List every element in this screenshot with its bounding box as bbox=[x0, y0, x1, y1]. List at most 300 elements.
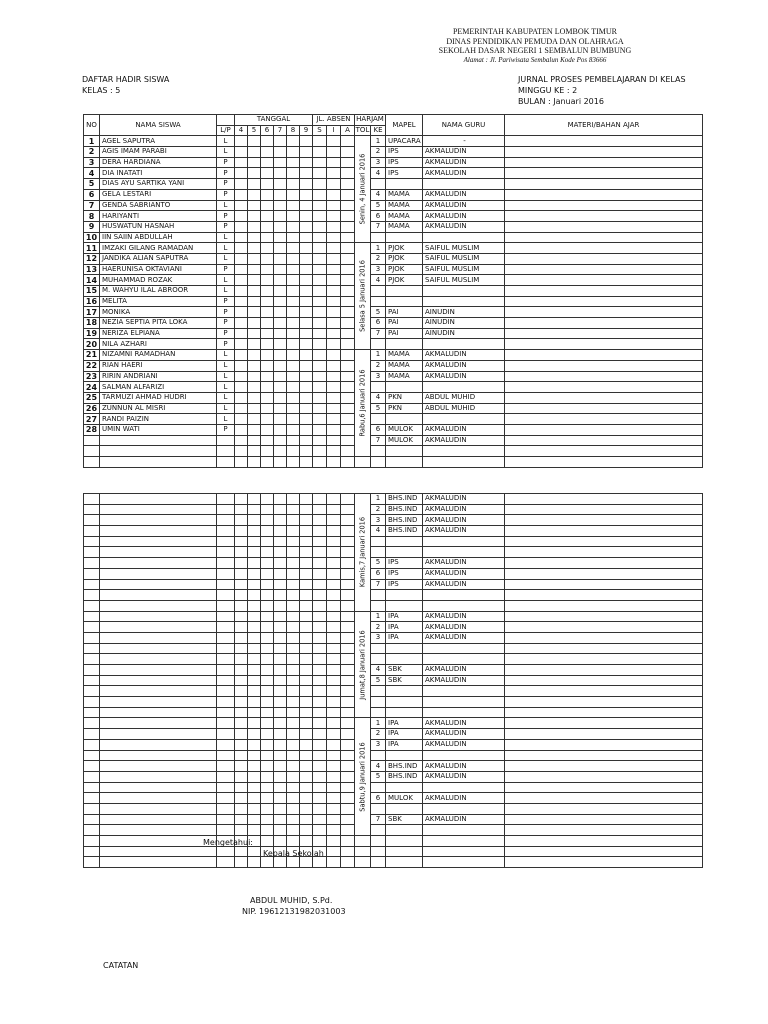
date-cell bbox=[274, 232, 287, 243]
date-cell bbox=[248, 825, 261, 836]
absence-cell bbox=[327, 414, 341, 425]
date-cell bbox=[274, 504, 287, 515]
subject bbox=[386, 232, 423, 243]
student-name bbox=[100, 793, 217, 804]
absence-cell bbox=[313, 686, 327, 697]
date-cell bbox=[261, 392, 274, 403]
date-cell bbox=[300, 611, 313, 622]
date-cell bbox=[248, 414, 261, 425]
subject bbox=[386, 590, 423, 601]
teacher: AKMALUDIN bbox=[423, 611, 505, 622]
date-cell bbox=[261, 339, 274, 350]
teacher: AKMALUDIN bbox=[423, 494, 505, 505]
date-cell bbox=[274, 200, 287, 211]
absence-cell bbox=[341, 515, 355, 526]
student-number: 12 bbox=[84, 253, 100, 264]
absence-cell bbox=[341, 435, 355, 446]
student-name bbox=[100, 686, 217, 697]
student-gender bbox=[217, 814, 235, 825]
period-number: 4 bbox=[371, 168, 386, 179]
material-cell bbox=[505, 424, 703, 435]
date-cell bbox=[248, 392, 261, 403]
period-number: 7 bbox=[371, 579, 386, 590]
date-cell bbox=[274, 654, 287, 665]
date-cell bbox=[300, 243, 313, 254]
absence-cell bbox=[327, 446, 341, 457]
table-row bbox=[84, 232, 703, 243]
subject bbox=[386, 803, 423, 814]
absence-cell bbox=[341, 782, 355, 793]
period-number: 5 bbox=[371, 403, 386, 414]
teacher: AKMALUDIN bbox=[423, 200, 505, 211]
absence-cell bbox=[313, 600, 327, 611]
date-cell bbox=[248, 339, 261, 350]
absence-cell bbox=[341, 739, 355, 750]
student-number: 7 bbox=[84, 200, 100, 211]
material-cell bbox=[505, 168, 703, 179]
table-row bbox=[84, 825, 703, 836]
date-cell bbox=[261, 761, 274, 772]
date-cell bbox=[287, 632, 300, 643]
absence-cell bbox=[327, 157, 341, 168]
date-cell bbox=[248, 318, 261, 329]
date-cell bbox=[287, 771, 300, 782]
date-cell bbox=[300, 568, 313, 579]
absence-cell bbox=[327, 643, 341, 654]
period-number: 6 bbox=[371, 568, 386, 579]
period-number bbox=[371, 446, 386, 457]
attendance-info bbox=[82, 74, 169, 96]
date-cell bbox=[261, 590, 274, 601]
period-number bbox=[371, 286, 386, 297]
student-gender bbox=[217, 446, 235, 457]
date-cell bbox=[248, 643, 261, 654]
absence-cell bbox=[327, 686, 341, 697]
date-cell bbox=[235, 189, 248, 200]
absence-cell bbox=[341, 707, 355, 718]
date-cell bbox=[261, 836, 274, 847]
teacher: AKMALUDIN bbox=[423, 515, 505, 526]
student-name bbox=[100, 697, 217, 708]
teacher: AKMALUDIN bbox=[423, 632, 505, 643]
student-name bbox=[100, 536, 217, 547]
absence-cell bbox=[341, 371, 355, 382]
date-cell bbox=[248, 697, 261, 708]
material-cell bbox=[505, 275, 703, 286]
student-name bbox=[100, 515, 217, 526]
material-cell bbox=[505, 697, 703, 708]
table-row bbox=[84, 611, 703, 622]
student-name bbox=[100, 568, 217, 579]
material-cell bbox=[505, 536, 703, 547]
material-cell bbox=[505, 611, 703, 622]
student-number bbox=[84, 675, 100, 686]
student-gender bbox=[217, 611, 235, 622]
student-gender bbox=[217, 729, 235, 740]
material-cell bbox=[505, 750, 703, 761]
table-row bbox=[84, 296, 703, 307]
table-row bbox=[84, 200, 703, 211]
subject bbox=[386, 836, 423, 847]
period-number: 1 bbox=[371, 350, 386, 361]
absence-cell bbox=[341, 761, 355, 772]
date-cell bbox=[235, 243, 248, 254]
date-cell bbox=[274, 179, 287, 190]
absence-cell bbox=[313, 350, 327, 361]
teacher: AKMALUDIN bbox=[423, 729, 505, 740]
absence-cell bbox=[341, 275, 355, 286]
date-cell bbox=[248, 264, 261, 275]
student-name bbox=[100, 814, 217, 825]
absence-cell bbox=[313, 189, 327, 200]
date-cell bbox=[235, 718, 248, 729]
date-cell bbox=[261, 157, 274, 168]
period-number: 7 bbox=[371, 814, 386, 825]
student-gender: P bbox=[217, 189, 235, 200]
period-number: 4 bbox=[371, 665, 386, 676]
teacher: AKMALUDIN bbox=[423, 675, 505, 686]
date-cell bbox=[235, 814, 248, 825]
material-cell bbox=[505, 264, 703, 275]
journal-title: JURNAL PROSES PEMBELAJARAN DI KELAS bbox=[518, 75, 686, 84]
date-cell bbox=[287, 168, 300, 179]
teacher: AKMALUDIN bbox=[423, 157, 505, 168]
student-gender: L bbox=[217, 275, 235, 286]
absence-cell bbox=[341, 264, 355, 275]
day-label: Kamis,7 Januari 2016 bbox=[358, 517, 366, 588]
date-cell bbox=[300, 457, 313, 468]
absence-cell bbox=[313, 579, 327, 590]
teacher: AKMALUDIN bbox=[423, 435, 505, 446]
absence-cell bbox=[341, 424, 355, 435]
date-cell bbox=[274, 857, 287, 868]
absence-cell bbox=[327, 382, 341, 393]
student-gender: P bbox=[217, 328, 235, 339]
subject: SBK bbox=[386, 665, 423, 676]
date-cell bbox=[235, 414, 248, 425]
date-cell bbox=[300, 707, 313, 718]
absence-cell bbox=[313, 157, 327, 168]
absence-cell bbox=[341, 590, 355, 601]
date-cell bbox=[235, 360, 248, 371]
absence-cell bbox=[313, 179, 327, 190]
student-gender bbox=[217, 494, 235, 505]
absence-cell bbox=[313, 414, 327, 425]
date-cell bbox=[248, 211, 261, 222]
subject: IPS bbox=[386, 168, 423, 179]
date-cell bbox=[235, 857, 248, 868]
date-cell bbox=[235, 157, 248, 168]
date-cell bbox=[248, 403, 261, 414]
date-cell bbox=[300, 157, 313, 168]
absence-cell bbox=[313, 643, 327, 654]
date-cell bbox=[248, 739, 261, 750]
date-cell bbox=[300, 504, 313, 515]
student-number: 19 bbox=[84, 328, 100, 339]
date-cell bbox=[235, 221, 248, 232]
student-number: 24 bbox=[84, 382, 100, 393]
date-cell bbox=[261, 825, 274, 836]
absence-cell bbox=[341, 643, 355, 654]
absence-cell bbox=[327, 339, 341, 350]
material-cell bbox=[505, 504, 703, 515]
absence-cell bbox=[341, 296, 355, 307]
material-cell bbox=[505, 568, 703, 579]
teacher bbox=[423, 457, 505, 468]
table-row bbox=[84, 275, 703, 286]
subject bbox=[386, 536, 423, 547]
material-cell bbox=[505, 846, 703, 857]
student-name: DERA HARDIANA bbox=[100, 157, 217, 168]
date-cell bbox=[300, 350, 313, 361]
absence-cell bbox=[327, 568, 341, 579]
day-label: Sabtu,9 Januari 2016 bbox=[358, 742, 366, 812]
student-gender bbox=[217, 536, 235, 547]
day-label: Senin, 4 Januari 2016 bbox=[358, 153, 366, 225]
material-cell bbox=[505, 382, 703, 393]
subject bbox=[386, 296, 423, 307]
teacher bbox=[423, 286, 505, 297]
date-cell bbox=[274, 350, 287, 361]
teacher bbox=[423, 707, 505, 718]
date-cell bbox=[235, 611, 248, 622]
date-cell bbox=[274, 307, 287, 318]
date-cell bbox=[274, 836, 287, 847]
day-label: Selasa 5 Januari 2016 bbox=[358, 260, 366, 333]
date-cell bbox=[287, 526, 300, 537]
absence-cell bbox=[341, 200, 355, 211]
date-cell bbox=[300, 232, 313, 243]
table-row bbox=[84, 136, 703, 147]
student-gender bbox=[217, 707, 235, 718]
student-number: 27 bbox=[84, 414, 100, 425]
student-name: HARIYANTI bbox=[100, 211, 217, 222]
absence-cell bbox=[313, 424, 327, 435]
subject bbox=[386, 382, 423, 393]
student-number bbox=[84, 665, 100, 676]
student-gender bbox=[217, 782, 235, 793]
student-gender: L bbox=[217, 136, 235, 147]
student-name bbox=[100, 739, 217, 750]
student-name: DIA INATATI bbox=[100, 168, 217, 179]
table-row bbox=[84, 558, 703, 569]
date-cell bbox=[300, 558, 313, 569]
teacher: SAIFUL MUSLIM bbox=[423, 243, 505, 254]
period-number: 6 bbox=[371, 793, 386, 804]
absence-cell bbox=[341, 526, 355, 537]
date-cell bbox=[300, 189, 313, 200]
absence-cell bbox=[341, 286, 355, 297]
subject: PKN bbox=[386, 403, 423, 414]
date-cell bbox=[287, 200, 300, 211]
date-cell bbox=[248, 718, 261, 729]
period-number bbox=[371, 414, 386, 425]
date-cell bbox=[274, 435, 287, 446]
table-row bbox=[84, 350, 703, 361]
day-label-cell bbox=[355, 846, 371, 857]
student-number: 16 bbox=[84, 296, 100, 307]
date-cell bbox=[261, 504, 274, 515]
table-row bbox=[84, 382, 703, 393]
date-cell bbox=[274, 803, 287, 814]
student-gender: L bbox=[217, 232, 235, 243]
absence-cell bbox=[327, 825, 341, 836]
letterhead-line-1: PEMERINTAH KABUPATEN LOMBOK TIMUR bbox=[452, 27, 618, 36]
header-date-4: 4 bbox=[235, 125, 248, 136]
date-cell bbox=[235, 147, 248, 158]
subject: MAMA bbox=[386, 200, 423, 211]
date-cell bbox=[287, 761, 300, 772]
absence-cell bbox=[327, 793, 341, 804]
period-number: 3 bbox=[371, 632, 386, 643]
teacher: AKMALUDIN bbox=[423, 579, 505, 590]
date-cell bbox=[248, 328, 261, 339]
date-cell bbox=[274, 665, 287, 676]
teacher: AKMALUDIN bbox=[423, 718, 505, 729]
date-cell bbox=[235, 729, 248, 740]
date-cell bbox=[300, 296, 313, 307]
table-row bbox=[84, 339, 703, 350]
date-cell bbox=[287, 750, 300, 761]
student-gender bbox=[217, 622, 235, 633]
date-cell bbox=[274, 157, 287, 168]
period-number: 1 bbox=[371, 611, 386, 622]
absence-cell bbox=[313, 825, 327, 836]
date-cell bbox=[235, 457, 248, 468]
header-material: MATERI/BAHAN AJAR bbox=[505, 115, 703, 136]
date-cell bbox=[235, 253, 248, 264]
date-cell bbox=[274, 318, 287, 329]
subject bbox=[386, 825, 423, 836]
date-cell bbox=[300, 446, 313, 457]
teacher: SAIFUL MUSLIM bbox=[423, 264, 505, 275]
period-number bbox=[371, 457, 386, 468]
date-cell bbox=[287, 675, 300, 686]
absence-cell bbox=[341, 457, 355, 468]
date-cell bbox=[287, 286, 300, 297]
absence-cell bbox=[313, 168, 327, 179]
absence-cell bbox=[327, 189, 341, 200]
absence-cell bbox=[313, 211, 327, 222]
date-cell bbox=[274, 275, 287, 286]
date-cell bbox=[300, 761, 313, 772]
absence-cell bbox=[313, 457, 327, 468]
material-cell bbox=[505, 526, 703, 537]
period-number bbox=[371, 600, 386, 611]
absence-cell bbox=[313, 547, 327, 558]
teacher bbox=[423, 782, 505, 793]
period-number bbox=[371, 707, 386, 718]
absence-cell bbox=[341, 750, 355, 761]
period-number bbox=[371, 836, 386, 847]
student-gender bbox=[217, 675, 235, 686]
student-name: TARMUZI AHMAD HUDRI bbox=[100, 392, 217, 403]
table-row bbox=[84, 157, 703, 168]
absence-cell bbox=[327, 286, 341, 297]
absence-cell bbox=[327, 435, 341, 446]
absence-cell bbox=[313, 296, 327, 307]
date-cell bbox=[274, 568, 287, 579]
student-name bbox=[100, 761, 217, 772]
material-cell bbox=[505, 622, 703, 633]
date-cell bbox=[300, 590, 313, 601]
date-cell bbox=[287, 654, 300, 665]
subject: IPA bbox=[386, 622, 423, 633]
absence-cell bbox=[327, 718, 341, 729]
subject bbox=[386, 446, 423, 457]
date-cell bbox=[248, 632, 261, 643]
date-cell bbox=[261, 200, 274, 211]
subject: IPA bbox=[386, 718, 423, 729]
date-cell bbox=[235, 446, 248, 457]
student-name: SALMAN ALFARIZI bbox=[100, 382, 217, 393]
absence-cell bbox=[327, 846, 341, 857]
student-gender: P bbox=[217, 211, 235, 222]
absence-cell bbox=[341, 253, 355, 264]
student-gender bbox=[217, 435, 235, 446]
table-row bbox=[84, 189, 703, 200]
absence-cell bbox=[327, 179, 341, 190]
absence-cell bbox=[313, 836, 327, 847]
date-cell bbox=[235, 328, 248, 339]
date-cell bbox=[300, 403, 313, 414]
material-cell bbox=[505, 179, 703, 190]
absence-cell bbox=[341, 665, 355, 676]
date-cell bbox=[261, 403, 274, 414]
teacher: ABDUL MUHID bbox=[423, 403, 505, 414]
student-name bbox=[100, 558, 217, 569]
date-cell bbox=[261, 350, 274, 361]
date-cell bbox=[261, 579, 274, 590]
student-number bbox=[84, 536, 100, 547]
table-row bbox=[84, 803, 703, 814]
letterhead-address: Alamat : Jl. Pariwisata Sembalun Kode Pos 83666 bbox=[463, 55, 607, 64]
date-cell bbox=[248, 568, 261, 579]
absence-cell bbox=[327, 264, 341, 275]
month-label: BULAN : Januari 2016 bbox=[518, 97, 604, 106]
date-cell bbox=[248, 424, 261, 435]
header-date-9: 9 bbox=[300, 125, 313, 136]
subject: IPS bbox=[386, 568, 423, 579]
student-gender bbox=[217, 547, 235, 558]
table-row bbox=[84, 515, 703, 526]
table-row bbox=[84, 814, 703, 825]
material-cell bbox=[505, 414, 703, 425]
date-cell bbox=[235, 200, 248, 211]
date-cell bbox=[300, 494, 313, 505]
material-cell bbox=[505, 793, 703, 804]
student-gender bbox=[217, 579, 235, 590]
date-cell bbox=[248, 494, 261, 505]
absence-cell bbox=[313, 232, 327, 243]
subject bbox=[386, 782, 423, 793]
date-cell bbox=[261, 654, 274, 665]
subject bbox=[386, 857, 423, 868]
table-row bbox=[84, 771, 703, 782]
student-number: 26 bbox=[84, 403, 100, 414]
subject: IPA bbox=[386, 632, 423, 643]
absence-cell bbox=[327, 253, 341, 264]
student-number: 17 bbox=[84, 307, 100, 318]
absence-cell bbox=[341, 632, 355, 643]
table-row bbox=[84, 579, 703, 590]
absence-cell bbox=[313, 504, 327, 515]
subject: PJOK bbox=[386, 243, 423, 254]
date-cell bbox=[235, 579, 248, 590]
absence-cell bbox=[327, 771, 341, 782]
date-cell bbox=[261, 435, 274, 446]
student-gender: P bbox=[217, 221, 235, 232]
